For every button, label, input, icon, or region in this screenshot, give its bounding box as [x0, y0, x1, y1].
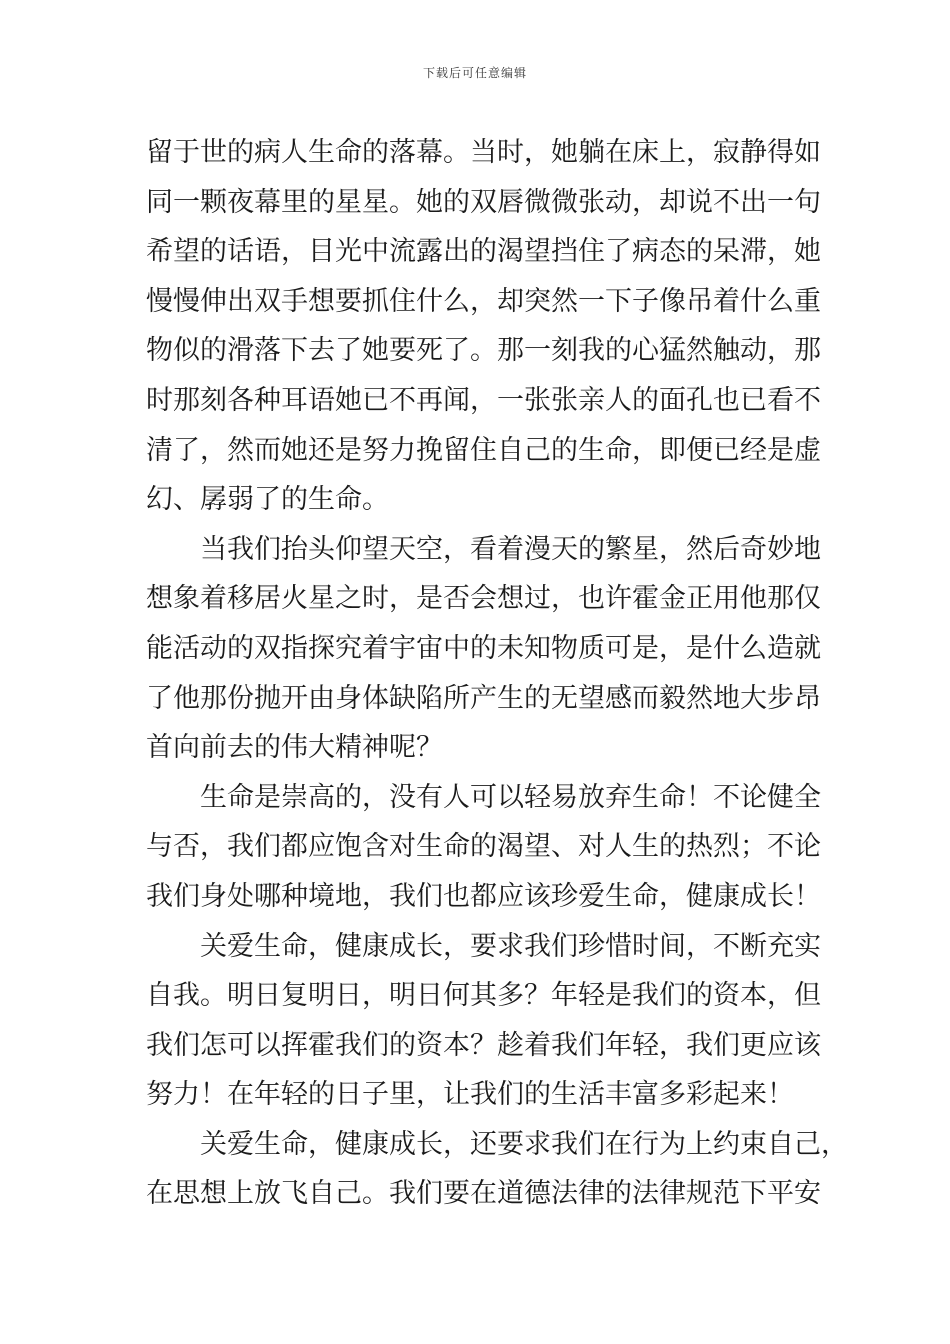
paragraph-first-line: 关爱生命，健康成长，要求我们珍惜时间，不断充实	[200, 930, 821, 962]
text-line: 清了，然而她还是努力挽留住自己的生命，即便已经是虚	[146, 434, 821, 466]
text-line: 首向前去的伟大精神呢？	[146, 732, 443, 764]
text-line: 幻、孱弱了的生命。	[146, 484, 389, 516]
text-line: 我们怎可以挥霍我们的资本？趁着我们年轻，我们更应该	[146, 1029, 821, 1061]
paragraph-first-line: 当我们抬头仰望天空，看着漫天的繁星，然后奇妙地	[200, 533, 821, 565]
text-line: 能活动的双指探究着宇宙中的未知物质可是，是什么造就	[146, 632, 821, 664]
text-line: 想象着移居火星之时，是否会想过，也许霍金正用他那仅	[146, 583, 821, 615]
text-line: 慢慢伸出双手想要抓住什么，却突然一下子像吊着什么重	[146, 285, 821, 317]
text-line: 留于世的病人生命的落幕。当时，她躺在床上，寂静得如	[146, 137, 821, 168]
paragraph-first-line: 生命是崇高的，没有人可以轻易放弃生命！不论健全	[200, 781, 821, 813]
text-line: 时那刻各种耳语她已不再闻，一张张亲人的面孔也已看不	[146, 384, 821, 416]
text-line: 与否，我们都应饱含对生命的渴望、对人生的热烈；不论	[146, 831, 821, 863]
text-line: 我们身处哪种境地，我们也都应该珍爱生命，健康成长！	[146, 880, 821, 912]
document-body	[146, 128, 848, 1219]
text-line: 自我。明日复明日，明日何其多？年轻是我们的资本，但	[146, 980, 821, 1012]
text-line: 在思想上放飞自己。我们要在道德法律的法律规范下平安	[146, 1178, 821, 1210]
text-line: 物似的滑落下去了她要死了。那一刻我的心猛然触动，那	[146, 335, 821, 367]
paragraph-first-line: 关爱生命，健康成长，还要求我们在行为上约束自己，	[200, 1128, 848, 1160]
text-line: 希望的话语，目光中流露出的渴望挡住了病态的呆滞，她	[146, 236, 821, 268]
page-header: 下载后可任意编辑	[422, 66, 527, 80]
text-line: 努力！在年轻的日子里，让我们的生活丰富多彩起来！	[146, 1079, 794, 1111]
text-line: 了他那份抛开由身体缺陷所产生的无望感而毅然地大步昂	[146, 682, 821, 714]
text-line: 同一颗夜幕里的星星。她的双唇微微张动，却说不出一句	[146, 186, 821, 218]
